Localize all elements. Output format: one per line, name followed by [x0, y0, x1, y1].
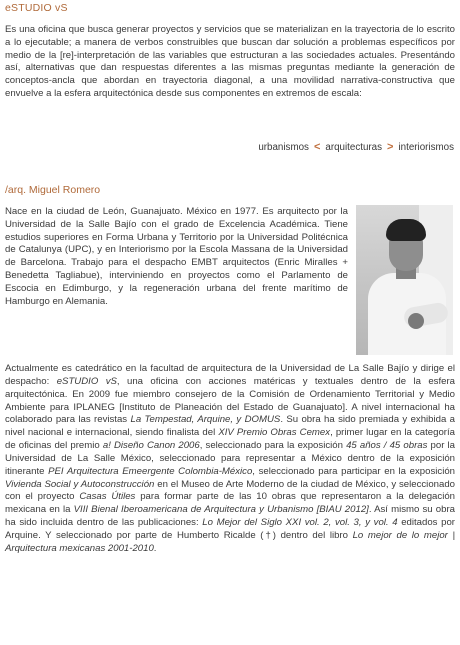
text-segment: Actualmente es catedrático en la facultad de arquitectura de la Universidad de La Salle Bajío y dirige el despacho: — [5, 363, 455, 387]
author-name: /arq. Miguel Romero — [5, 184, 101, 196]
italic-title-segment: eSTUDIO vS — [56, 375, 117, 387]
author-portrait-photo — [356, 205, 453, 355]
italic-title-segment: VIII Bienal Iberoamericana de Arquitectura y Urbanismo [BIAU 2012] — [73, 504, 369, 516]
scale-left-label: urbanismos — [258, 142, 309, 153]
italic-title-segment: La Tempestad, Arquine, y DOMUS — [130, 414, 281, 426]
text-segment: , seleccionado para la exposición — [199, 440, 347, 452]
arrow-left-icon: < — [313, 141, 321, 153]
text-segment: editados por Arquine. Y seleccionado por parte de Humberto Ricalde (†) dentro del libro — [5, 517, 455, 541]
text-segment: . — [153, 542, 157, 554]
scale-line — [258, 141, 454, 153]
italic-title-segment: XIV Premio Obras Cemex — [218, 427, 331, 439]
italic-title-segment: PEI Arquitectura Emeergente Colombia-México — [48, 465, 253, 477]
text-segment: , primer lugar en la categoría de oficinas del premio — [5, 427, 455, 452]
text-segment: por la Universidad de La Salle México, seleccionado para representar a México dentro de la exposición itinerante — [5, 440, 455, 477]
text-segment: , seleccionado para participar en la exposición — [252, 465, 456, 477]
studio-intro-paragraph: Es una oficina que busca generar proyectos y servicios que se materializan en la trayectoria de lo escrito a lo ejecutable; a manera de verbos construibles que buscan dar solución a problemas específicos por medio de la [re]-interpretación de las variables que estructuran a las sociedades actuales. Presentándo así, alternativas que dan respuestas diferentes a las mismas preguntas mediante la generación de conceptos-ancla que abordan en trayectoria diagonal, a una movilidad narrativa-constructiva que envuelve a la esfera arquitectónica desde sus componentes en extremos de escala: — [5, 24, 455, 99]
scale-middle-label: arquitecturas — [325, 142, 383, 153]
text-segment: . Su obra ha sido premiada y exhibida a nivel nacional e internacional, siendo finalista del — [5, 414, 456, 439]
text-segment: , una oficina con acciones matéricas y textuales dentro de la esfera arquitectónica. En 2009 fue miembro consejero de la Comisión de Ordenamiento Territorial y Medio Ambiente para IPLANEG [Instituto de Planeación del Estado de Guanajuato]. A nivel internacional ha colaborado para las revistas — [5, 375, 455, 426]
italic-title-segment: a! Diseño Canon 2006 — [102, 440, 200, 452]
italic-title-segment: Lo mejor de lo mejor | Arquitectura mexicanas 2001-2010 — [5, 529, 455, 554]
author-bio-paragraph-1: Nace en la ciudad de León, Guanajuato. México en 1977. Es arquitecto por la Universidad de la Salle Bajío con el grado de Excelencia Académica. Tiene estudios superiores en Forma Urbana y Territorio por la Universidad Politécnica de Catalunya (UPC), y en Interiorismo por la Escola Massana de la Universidad de Barcelona. Trabajo para el despacho EMBT arquitectos (Enric Miralles + Benedetta Tagliabue), interviniendo en proyectos como el Parlamento de Escocia en Edimburgo, y la regeneración urbana del frente marítimo de Hamburgo en Alemania. — [5, 206, 348, 307]
text-segment: para formar parte de las 10 obras que representaron a la delegación mexicana en la — [5, 491, 455, 516]
italic-title-segment: Vivienda Social y Autoconstrucción — [5, 478, 155, 490]
italic-title-segment: Casas Útiles — [79, 491, 136, 503]
text-segment: en el Museo de Arte Moderno de la ciudad de México, y seleccionado con el proyecto — [5, 478, 455, 503]
author-bio-paragraph-2 — [5, 363, 455, 556]
arrow-right-icon: > — [387, 141, 394, 153]
text-segment: . Así mismo su obra ha sido incluida dentro de las publicaciones: — [5, 504, 455, 529]
scale-right-label: interiorismos — [398, 142, 454, 153]
italic-title-segment: 45 años / 45 obras — [346, 440, 428, 452]
studio-title: eSTUDIO vS — [5, 2, 68, 14]
italic-title-segment: Lo Mejor del Siglo XXI vol. 2, vol. 3, y vol. 4 — [202, 517, 398, 529]
